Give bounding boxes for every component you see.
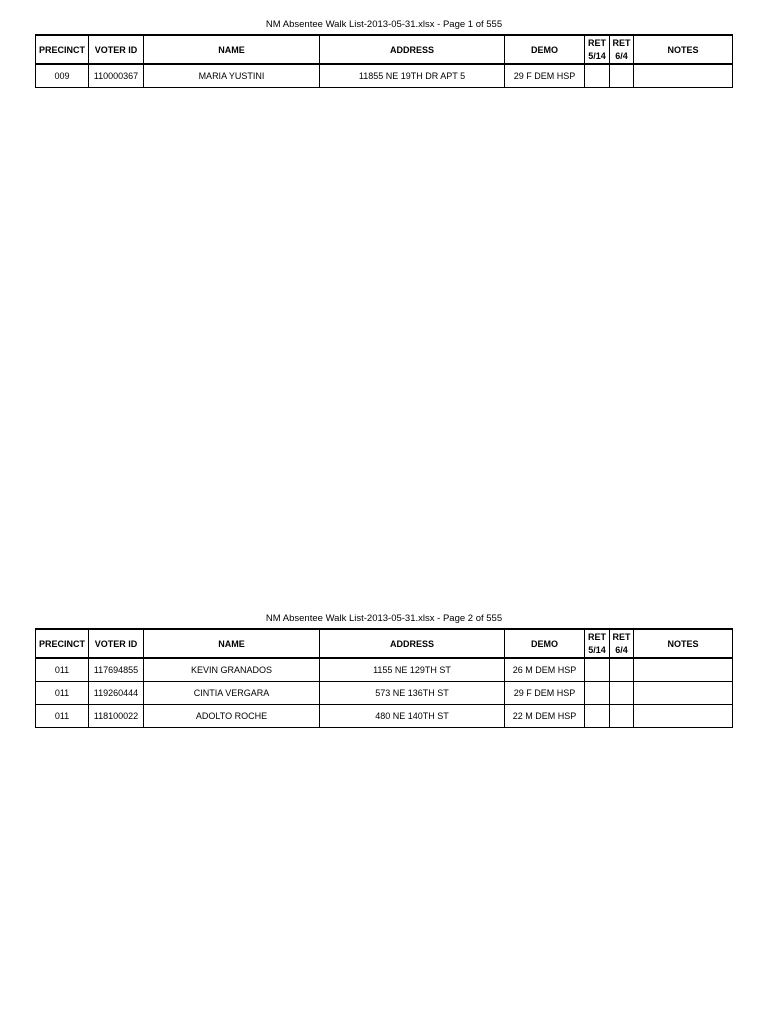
col-header-name: NAME <box>144 35 320 64</box>
cell-ret-5-14 <box>585 681 610 704</box>
col-header-notes: NOTES <box>634 629 733 658</box>
cell-name: ADOLTO ROCHE <box>144 704 320 727</box>
cell-address: 1155 NE 129TH ST <box>320 658 505 681</box>
cell-ret-5-14 <box>585 64 610 87</box>
col-header-precinct: PRECINCT <box>36 35 89 64</box>
col-header-ret-6-4-top: RET <box>612 37 631 48</box>
col-header-ret-6-4-top: RET <box>612 631 631 642</box>
table-row <box>36 64 733 87</box>
cell-voter-id: 118100022 <box>89 704 144 727</box>
cell-precinct: 011 <box>36 704 89 727</box>
cell-notes <box>634 658 733 681</box>
table-row <box>36 681 733 704</box>
col-header-ret-6-4-bottom: 6/4 <box>615 644 628 655</box>
cell-voter-id: 110000367 <box>89 64 144 87</box>
cell-ret-6-4 <box>610 704 634 727</box>
cell-ret-6-4 <box>610 681 634 704</box>
col-header-ret-5-14-bottom: 5/14 <box>588 50 606 61</box>
col-header-voter-id: VOTER ID <box>89 35 144 64</box>
col-header-ret-5-14 <box>585 35 610 64</box>
header-row <box>36 35 733 64</box>
page-title: NM Absentee Walk List-2013-05-31.xlsx - Page 1 of 555 <box>265 19 503 30</box>
table-row <box>36 704 733 727</box>
col-header-name: NAME <box>144 629 320 658</box>
cell-demo: 29 F DEM HSP <box>505 681 585 704</box>
col-header-ret-6-4 <box>610 629 634 658</box>
col-header-ret-5-14-top: RET <box>588 631 606 642</box>
cell-ret-5-14 <box>585 658 610 681</box>
cell-voter-id: 117694855 <box>89 658 144 681</box>
cell-demo: 26 M DEM HSP <box>505 658 585 681</box>
walk-list-table <box>35 628 733 728</box>
cell-demo: 22 M DEM HSP <box>505 704 585 727</box>
table-row <box>36 658 733 681</box>
cell-precinct: 011 <box>36 681 89 704</box>
col-header-ret-6-4 <box>610 35 634 64</box>
cell-precinct: 011 <box>36 658 89 681</box>
cell-notes <box>634 681 733 704</box>
cell-address: 480 NE 140TH ST <box>320 704 505 727</box>
cell-notes <box>634 704 733 727</box>
cell-notes <box>634 64 733 87</box>
cell-name: KEVIN GRANADOS <box>144 658 320 681</box>
cell-name: MARIA YUSTINI <box>144 64 320 87</box>
cell-demo: 29 F DEM HSP <box>505 64 585 87</box>
col-header-address: ADDRESS <box>320 629 505 658</box>
cell-address: 573 NE 136TH ST <box>320 681 505 704</box>
col-header-ret-5-14 <box>585 629 610 658</box>
col-header-ret-5-14-top: RET <box>588 37 606 48</box>
cell-voter-id: 119260444 <box>89 681 144 704</box>
header-row <box>36 629 733 658</box>
walk-list-table <box>35 34 733 88</box>
col-header-ret-6-4-bottom: 6/4 <box>615 50 628 61</box>
cell-ret-6-4 <box>610 64 634 87</box>
cell-ret-5-14 <box>585 704 610 727</box>
col-header-notes: NOTES <box>634 35 733 64</box>
col-header-ret-5-14-bottom: 5/14 <box>588 644 606 655</box>
col-header-demo: DEMO <box>505 35 585 64</box>
page-title: NM Absentee Walk List-2013-05-31.xlsx - Page 2 of 555 <box>265 613 503 624</box>
cell-precinct: 009 <box>36 64 89 87</box>
col-header-precinct: PRECINCT <box>36 629 89 658</box>
col-header-demo: DEMO <box>505 629 585 658</box>
cell-address: 11855 NE 19TH DR APT 5 <box>320 64 505 87</box>
cell-ret-6-4 <box>610 658 634 681</box>
cell-name: CINTIA VERGARA <box>144 681 320 704</box>
col-header-voter-id: VOTER ID <box>89 629 144 658</box>
col-header-address: ADDRESS <box>320 35 505 64</box>
